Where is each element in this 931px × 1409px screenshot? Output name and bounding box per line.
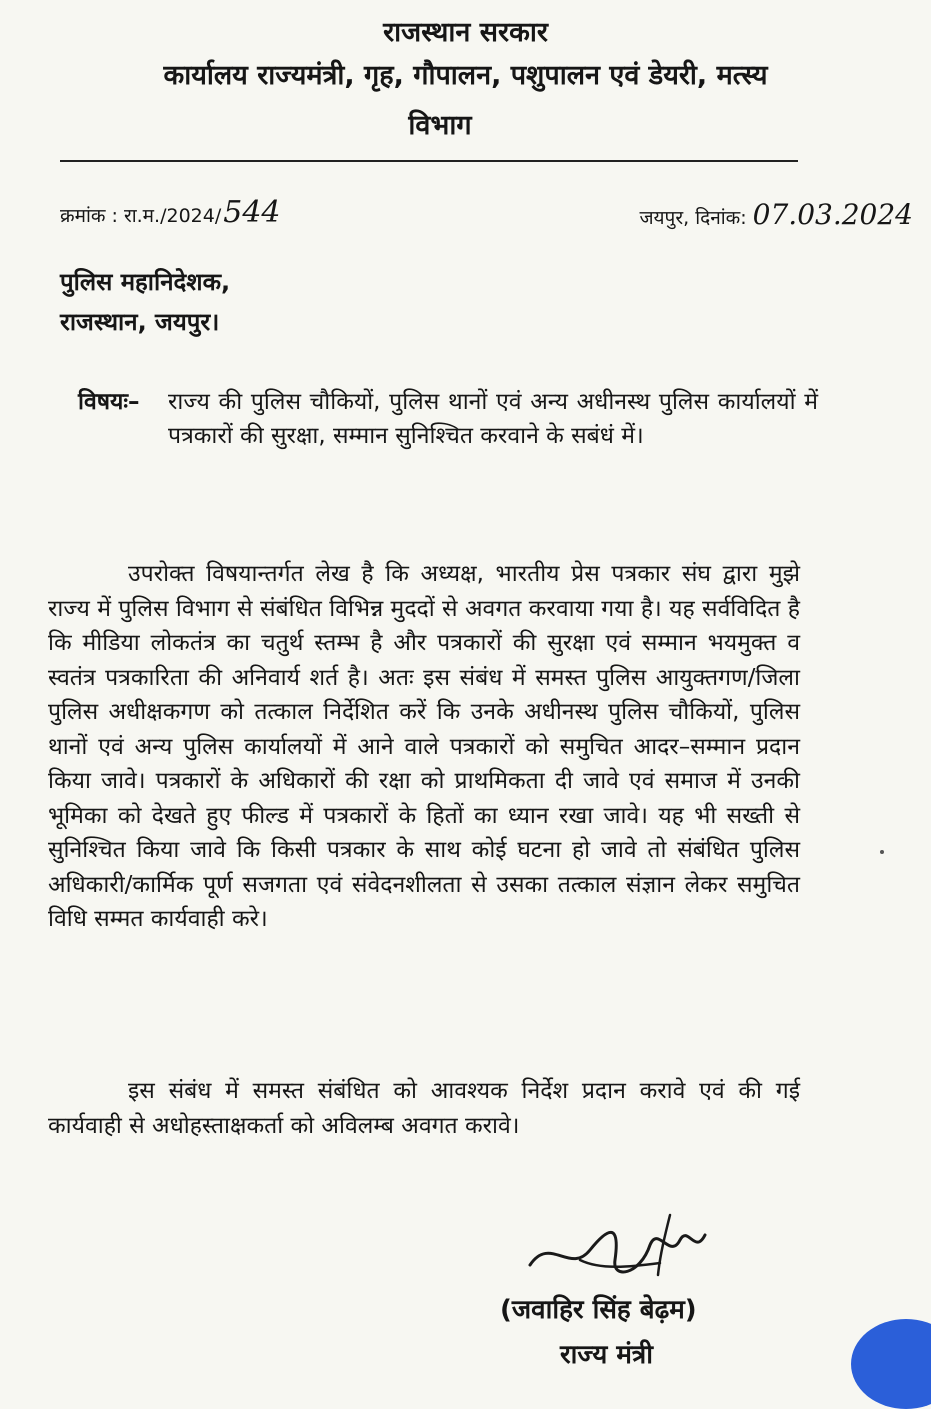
speck — [880, 850, 884, 854]
body-paragraph-2: इस संबंध में समस्त संबंधित को आवश्यक निर्देश प्रदान करावे एवं की गई कार्यवाही से अधोहस्ताक्षकर्ता को अविलम्ब अवगत करावे। — [48, 1078, 800, 1139]
signatory-name: (जवाहिर सिंह बेढ़म) — [500, 1295, 697, 1325]
addressee-line2: राजस्थान, जयपुर। — [60, 308, 220, 336]
department-title: विभाग — [408, 110, 472, 141]
signatory-designation: राज्य मंत्री — [560, 1340, 654, 1370]
corner-overlay — [851, 1319, 931, 1409]
government-title: राजस्थान सरकार — [383, 17, 548, 48]
signature-image — [520, 1205, 720, 1295]
addressee-line1: पुलिस महानिदेशक, — [60, 268, 231, 296]
dateline-prefix: जयपुर, दिनांक: — [639, 207, 747, 229]
header-divider — [60, 160, 798, 162]
reference-number — [60, 195, 281, 230]
office-title: कार्यालय राज्यमंत्री, गृह, गौपालन, पशुपालन एवं डेयरी, मत्स्य — [163, 60, 768, 91]
reference-prefix: क्रमांक : रा.म./2024/ — [60, 205, 222, 227]
reference-handwritten-number: 544 — [223, 195, 281, 230]
body-paragraph-1: उपरोक्त विषयान्तर्गत लेख है कि अध्यक्ष, भारतीय प्रेस पत्रकार संघ द्वारा मुझे राज्य में पुलिस विभाग से संबंधित विभिन्न मुददों से अवगत करवाया गया है। यह सर्वविदित है कि मीडिया लोकतंत्र का चतुर्थ स्तम्भ है और पत्रकारों की सुरक्षा एवं सम्मान भयमुक्त व स्वतंत्र पत्रकारिता की अनिवार्य शर्त है। अतः इस संबंध में समस्त पुलिस आयुक्तगण/जिला पुलिस अधीक्षकगण को तत्काल निर्देशित करें कि उनके अधीनस्थ पुलिस चौकियों, पुलिस थानों एवं अन्य पुलिस कार्यालयों में आने वाले पत्रकारों को समुचित आदर–सम्मान प्रदान किया जावे। पत्रकारों के अधिकारों की रक्षा को प्राथमिकता दी जावे एवं समाज में उनकी भूमिका को देखते हुए फील्ड में पत्रकारों के हितों का ध्यान रखा जावे। यह भी सख्ती से सुनिश्चित किया जावे कि किसी पत्रकार के साथ कोई घटना हो जावे तो संबंधित पुलिस अधिकारी/कार्मिक पूर्ण सजगता एवं संवेदनशीलता से उसका तत्काल संज्ञान लेकर समुचित विधि सम्मत कार्यवाही करे। — [48, 561, 800, 932]
subject-text: राज्य की पुलिस चौकियों, पुलिस थानों एवं अन्य अधीनस्थ पुलिस कार्यालयों में पत्रकारों की सुरक्षा, सम्मान सुनिश्चित करवाने के सबंधं में। — [168, 389, 818, 449]
subject-block — [78, 385, 818, 449]
subject-label: विषयः– — [78, 389, 140, 415]
handwritten-date: 07.03.2024 — [752, 198, 913, 231]
dateline — [639, 198, 913, 231]
